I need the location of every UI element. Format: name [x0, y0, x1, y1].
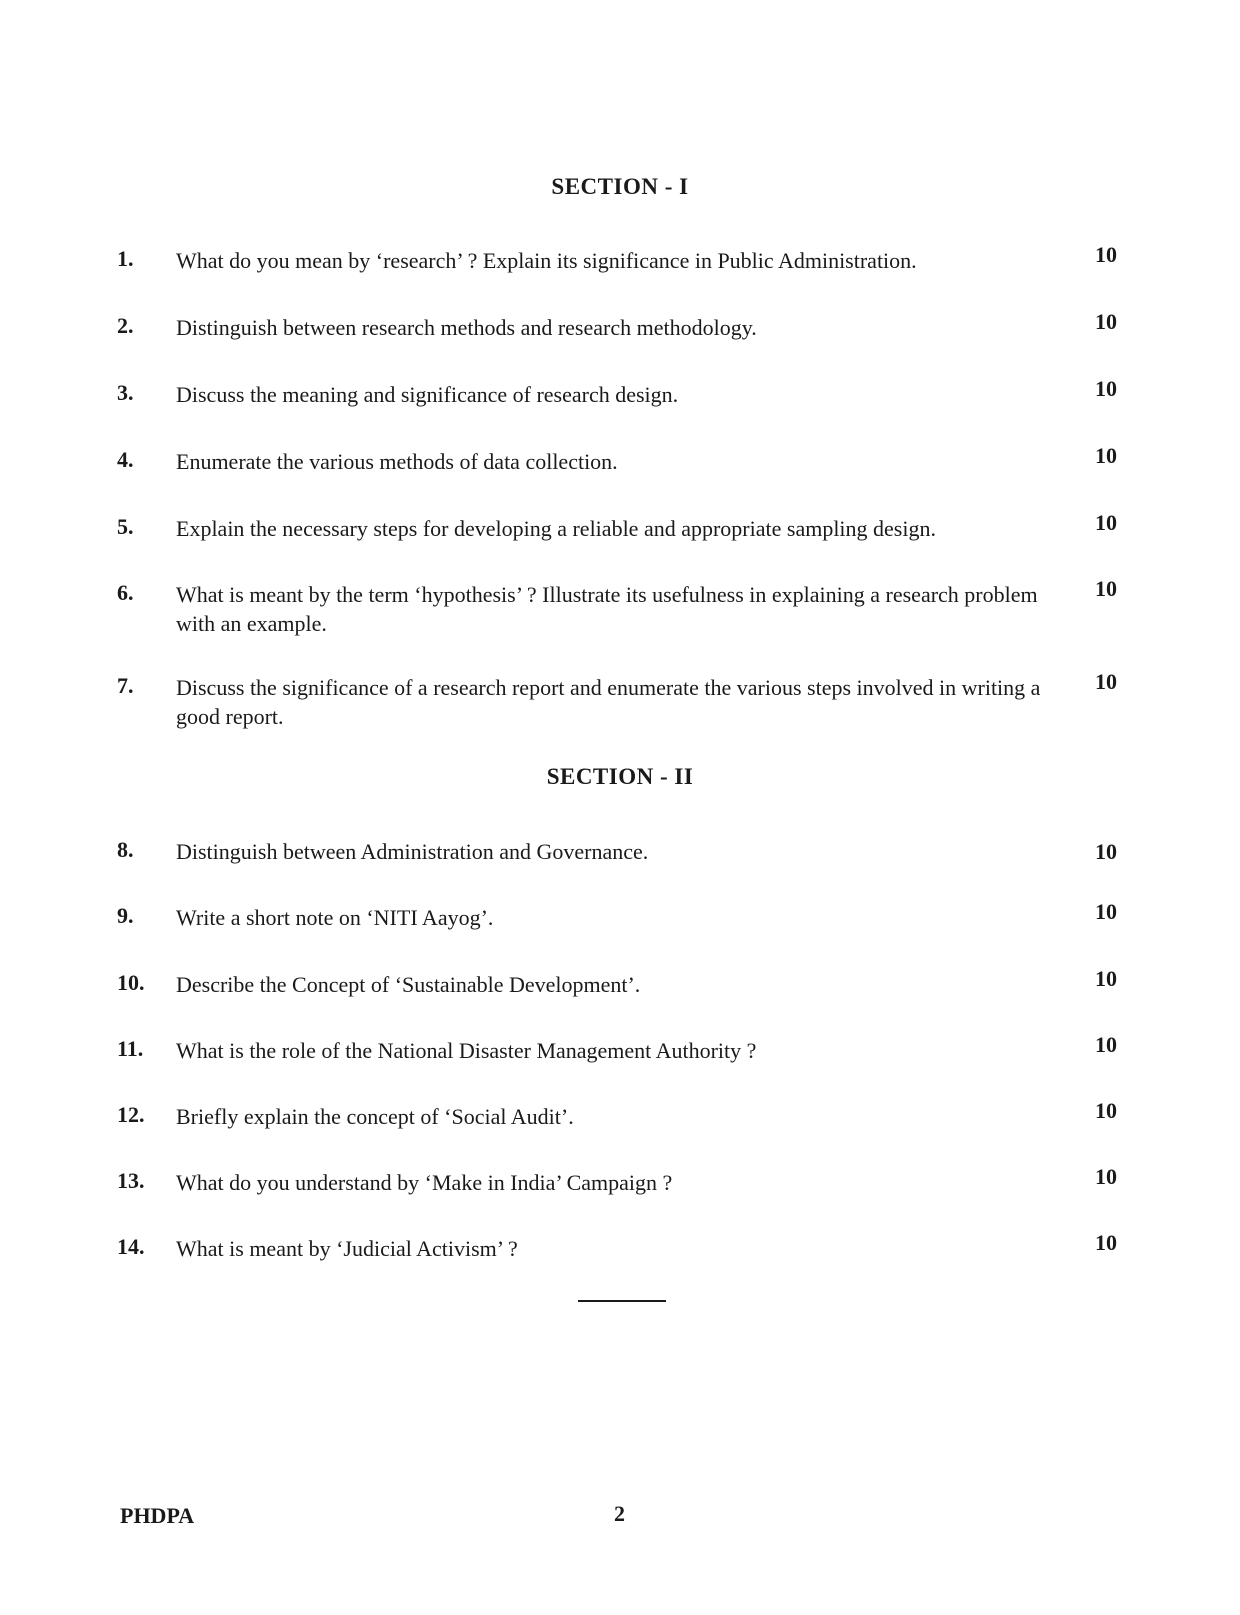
question-number: 10.: [117, 970, 145, 995]
page-number: 2: [614, 1501, 625, 1526]
question-marks: 10: [1095, 966, 1117, 991]
question-12: [0, 1098, 1240, 1172]
question-10: [0, 966, 1240, 1040]
paper-code: PHDPA: [120, 1503, 195, 1528]
question-marks: 10: [1095, 443, 1117, 468]
question-number: 9.: [117, 903, 134, 928]
question-3: [0, 376, 1240, 450]
question-text: What is meant by ‘Judicial Activism’ ?: [176, 1236, 518, 1261]
question-number: 7.: [117, 673, 134, 698]
section-1-heading: SECTION - I: [551, 174, 689, 199]
question-marks: 10: [1095, 1098, 1117, 1123]
question-text: What do you understand by ‘Make in India’ Campaign ?: [176, 1170, 673, 1195]
question-6: [0, 576, 1240, 650]
question-2: [0, 309, 1240, 383]
question-text: Discuss the significance of a research report and enumerate the various steps involved in writing a good report.: [176, 675, 1041, 729]
question-text: Explain the necessary steps for developing a reliable and appropriate sampling design.: [176, 516, 936, 541]
question-number: 6.: [117, 580, 134, 605]
section-2-heading: SECTION - II: [546, 764, 694, 789]
question-text: What is the role of the National Disaster Management Authority ?: [176, 1038, 757, 1063]
question-7: [0, 669, 1240, 743]
question-marks: 10: [1095, 1230, 1117, 1255]
question-marks: 10: [1095, 669, 1117, 694]
question-marks: 10: [1095, 1032, 1117, 1057]
question-text: Describe the Concept of ‘Sustainable Development’.: [176, 972, 641, 997]
question-13: [0, 1164, 1240, 1238]
question-text: Enumerate the various methods of data collection.: [176, 449, 618, 474]
question-marks: 10: [1095, 576, 1117, 601]
question-number: 2.: [117, 313, 134, 338]
question-text: Write a short note on ‘NITI Aayog’.: [176, 905, 494, 930]
question-text: What do you mean by ‘research’ ? Explain its significance in Public Administration.: [176, 248, 917, 273]
question-number: 5.: [117, 514, 134, 539]
question-text: Discuss the meaning and significance of research design.: [176, 382, 679, 407]
question-marks: 10: [1095, 376, 1117, 401]
question-4: [0, 443, 1240, 517]
question-marks: 10: [1095, 309, 1117, 334]
question-marks: 10: [1095, 839, 1117, 864]
question-9: [0, 899, 1240, 973]
question-number: 13.: [117, 1168, 145, 1193]
question-number: 4.: [117, 447, 134, 472]
question-1: [0, 242, 1240, 316]
question-text: What is meant by the term ‘hypothesis’ ? Illustrate its usefulness in explaining a research problem with an example.: [176, 582, 1038, 636]
question-number: 11.: [117, 1036, 144, 1061]
question-marks: 10: [1095, 510, 1117, 535]
question-text: Distinguish between research methods and research methodology.: [176, 315, 757, 340]
question-11: [0, 1032, 1240, 1106]
question-marks: 10: [1095, 899, 1117, 924]
question-number: 12.: [117, 1102, 145, 1127]
end-divider: [578, 1300, 666, 1302]
question-text: Briefly explain the concept of ‘Social Audit’.: [176, 1104, 574, 1129]
question-8: [0, 837, 1240, 907]
question-marks: 10: [1095, 242, 1117, 267]
question-text: Distinguish between Administration and Governance.: [176, 839, 649, 864]
question-number: 3.: [117, 380, 134, 405]
question-marks: 10: [1095, 1164, 1117, 1189]
question-number: 1.: [117, 246, 134, 271]
question-5: [0, 510, 1240, 584]
question-number: 14.: [117, 1234, 145, 1259]
question-14: [0, 1230, 1240, 1304]
question-number: 8.: [117, 837, 134, 862]
